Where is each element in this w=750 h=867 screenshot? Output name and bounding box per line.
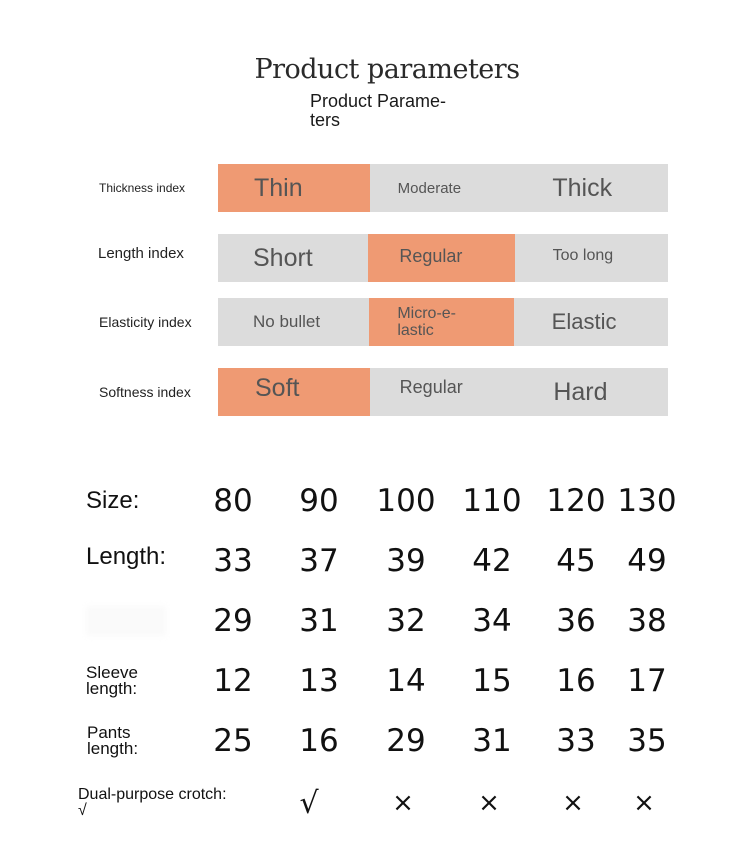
sleeve-cell: 14	[386, 663, 426, 699]
unlabeled-cell: 38	[627, 603, 667, 639]
size-cell: 90	[299, 483, 339, 519]
sleeve-cell: 16	[556, 663, 596, 699]
pants-label: Pants length:	[87, 723, 139, 758]
param-bar	[218, 234, 668, 282]
cross-icon: ×	[478, 788, 500, 818]
param-option: Elastic	[551, 309, 617, 334]
sleeve-row	[0, 656, 750, 706]
unlabeled-cell: 31	[299, 603, 339, 639]
length-label: Length:	[86, 543, 167, 570]
param-option-active: Micro-e- lastic	[369, 298, 513, 346]
length-row	[0, 536, 750, 586]
page-subtitle: Product Parame- ters	[310, 91, 447, 130]
param-label: Softness index	[99, 384, 191, 400]
crotch-label: Dual-purpose crotch: √	[78, 786, 227, 819]
param-option: Thick	[552, 173, 613, 202]
length-cell: 45	[556, 543, 596, 579]
length-cell: 33	[213, 543, 253, 579]
pants-cell: 25	[213, 723, 253, 759]
length-cell: 42	[472, 543, 512, 579]
param-row-length	[0, 234, 750, 282]
param-row-thickness	[0, 164, 750, 212]
param-label: Elasticity index	[99, 314, 192, 330]
param-option: Short	[253, 243, 313, 272]
param-option: Hard	[553, 377, 608, 406]
param-option-active: Soft	[218, 368, 370, 416]
param-option: Too long	[552, 247, 614, 264]
param-bar	[218, 298, 668, 346]
pants-cell: 29	[386, 723, 426, 759]
pants-row	[0, 716, 750, 766]
param-label: Thickness index	[99, 181, 186, 195]
param-row-elasticity	[0, 298, 750, 346]
pants-cell: 31	[472, 723, 512, 759]
param-option: Moderate	[397, 179, 462, 197]
unlabeled-cell: 29	[213, 603, 253, 639]
length-cell: 49	[627, 543, 667, 579]
param-label: Length index	[98, 244, 184, 262]
size-cell: 110	[462, 483, 522, 519]
param-bar	[218, 164, 668, 212]
pants-cell: 33	[556, 723, 596, 759]
length-cell: 37	[299, 543, 339, 579]
sleeve-cell: 17	[627, 663, 667, 699]
size-cell: 80	[213, 483, 253, 519]
param-row-softness	[0, 368, 750, 416]
cross-icon: ×	[633, 788, 655, 818]
pants-cell: 35	[627, 723, 667, 759]
unlabeled-row	[0, 596, 750, 646]
param-option: Regular	[399, 377, 463, 397]
size-row	[0, 476, 750, 526]
param-option-active: Regular	[368, 234, 514, 282]
size-cell: 100	[376, 483, 436, 519]
page-title: Product parameters	[254, 54, 520, 85]
unlabeled-cell: 34	[472, 603, 512, 639]
cross-icon: ×	[562, 788, 584, 818]
sleeve-cell: 15	[472, 663, 512, 699]
unlabeled-cell: 32	[386, 603, 426, 639]
size-label: Size:	[86, 487, 140, 514]
sleeve-label: Sleeve length:	[86, 663, 138, 698]
param-option: No bullet	[253, 312, 321, 331]
cross-icon: ×	[392, 788, 414, 818]
length-cell: 39	[386, 543, 426, 579]
unlabeled-cell: 36	[556, 603, 596, 639]
size-cell: 130	[617, 483, 677, 519]
param-option-active: Thin	[218, 164, 370, 212]
param-bar	[218, 368, 668, 416]
size-cell: 120	[546, 483, 606, 519]
blurred-label	[86, 606, 166, 636]
check-icon: √	[299, 785, 319, 821]
sleeve-cell: 12	[213, 663, 253, 699]
crotch-row	[0, 778, 750, 828]
pants-cell: 16	[299, 723, 339, 759]
sleeve-cell: 13	[299, 663, 339, 699]
